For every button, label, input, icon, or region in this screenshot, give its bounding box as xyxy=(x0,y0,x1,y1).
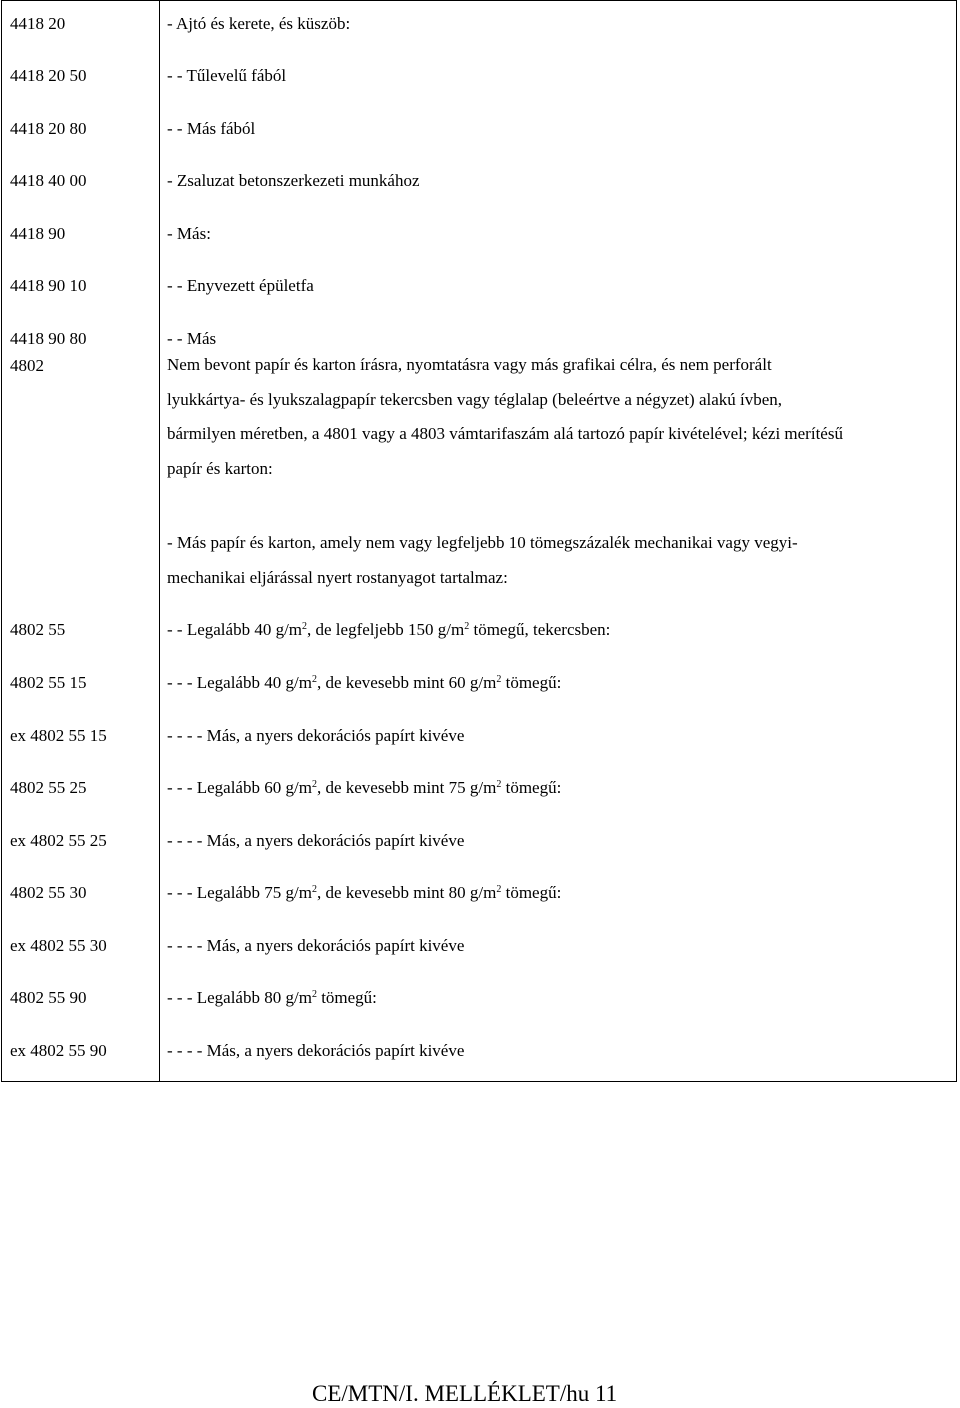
desc-ex-4802-55-30: - - - - Más, a nyers dekorációs papírt kivéve xyxy=(167,936,465,955)
code-4418-90-80: 4418 90 80 xyxy=(10,329,87,348)
code-4802-55-30: 4802 55 30 xyxy=(10,883,87,902)
desc-4418-90-80: - - Más xyxy=(167,329,217,348)
code-4418-20-80: 4418 20 80 xyxy=(10,119,87,138)
desc-ex-4802-55-90: - - - - Más, a nyers dekorációs papírt kivéve xyxy=(167,1041,465,1060)
code-ex-4802-55-25: ex 4802 55 25 xyxy=(10,831,107,850)
code-4418-90-10: 4418 90 10 xyxy=(10,276,87,295)
desc-4418-20: - Ajtó és kerete, és küszöb: xyxy=(167,14,351,33)
code-4802-55: 4802 55 xyxy=(10,620,66,639)
code-4802: 4802 xyxy=(10,356,44,375)
code-ex-4802-55-90: ex 4802 55 90 xyxy=(10,1041,107,1060)
desc-4802-55: - - Legalább 40 $g/m^2$, de legfeljebb 150 $g/m^2$ tömegű, tekercsben: xyxy=(167,620,611,639)
code-4802-55-90: 4802 55 90 xyxy=(10,988,87,1007)
desc-4802-55-15: - - - Legalább 40 $g/m^2$, de kevesebb mint 60 $g/m^2$ tömegű: xyxy=(167,673,562,692)
code-4802-55-15: 4802 55 15 xyxy=(10,673,87,692)
subheading-text xyxy=(167,526,897,595)
heading-4802-line: lyukkártya- és lyukszalagpapír tekercsben vagy téglalap (beleértve a négyzet) alakú ívben, xyxy=(167,389,783,409)
desc-4418-40-00: - Zsaluzat betonszerkezeti munkához xyxy=(167,171,420,190)
code-4802-55-25: 4802 55 25 xyxy=(10,778,87,797)
subheading-line: mechanikai eljárással nyert rostanyagot tartalmaz: xyxy=(167,567,508,587)
code-4418-90: 4418 90 xyxy=(10,224,66,243)
subheading-line: - Más papír és karton, amely nem vagy legfeljebb 10 tömegszázalék mechanikai vagy vegyi- xyxy=(167,533,798,552)
page-footer: CE/MTN/I. MELLÉKLET/hu 11 xyxy=(312,1381,618,1406)
desc-4418-20-50: - - Tűlevelű fából xyxy=(167,66,287,85)
heading-4802-text xyxy=(167,348,897,486)
desc-4802-55-30: - - - Legalább 75 $g/m^2$, de kevesebb mint 80 $g/m^2$ tömegű: xyxy=(167,883,562,902)
code-4418-20-50: 4418 20 50 xyxy=(10,66,87,85)
desc-ex-4802-55-15: - - - - Más, a nyers dekorációs papírt kivéve xyxy=(167,726,465,745)
desc-4802-55-25: - - - Legalább 60 $g/m^2$, de kevesebb mint 75 $g/m^2$ tömegű: xyxy=(167,778,562,797)
desc-4418-90-10: - - Enyvezett épületfa xyxy=(167,276,314,295)
code-ex-4802-55-30: ex 4802 55 30 xyxy=(10,936,107,955)
heading-4802-line: bármilyen méretben, a 4801 vagy a 4803 vámtarifaszám alá tartozó papír kivételével; kézi merítésű xyxy=(167,424,843,443)
column-divider xyxy=(159,1,160,1081)
code-4418-20: 4418 20 xyxy=(10,14,66,33)
code-ex-4802-55-15: ex 4802 55 15 xyxy=(10,726,107,745)
desc-4418-20-80: - - Más fából xyxy=(167,119,256,138)
desc-ex-4802-55-25: - - - - Más, a nyers dekorációs papírt kivéve xyxy=(167,831,465,850)
heading-4802-line: Nem bevont papír és karton írásra, nyomtatásra vagy más grafikai célra, és nem perforált xyxy=(167,355,772,374)
desc-4802-55-90: - - - Legalább 80 $g/m^2$ tömegű: xyxy=(167,988,377,1007)
desc-4418-90: - Más: xyxy=(167,224,211,243)
heading-4802-line: papír és karton: xyxy=(167,458,273,478)
code-4418-40-00: 4418 40 00 xyxy=(10,171,87,190)
